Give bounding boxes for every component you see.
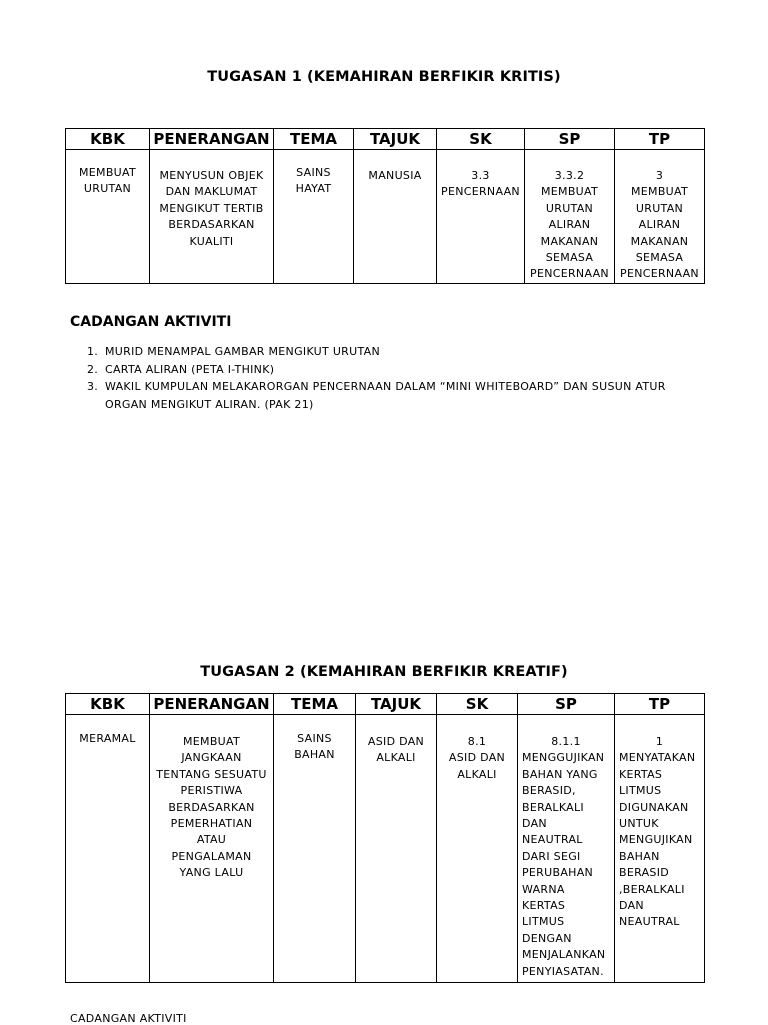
header-tajuk: TAJUK [354,129,437,150]
task2-sp-number: 8.1.1 [551,735,581,748]
header-penerangan: PENERANGAN [150,129,274,150]
list-text: CARTA ALIRAN (PETA I-THINK) [105,362,275,376]
cadangan2-heading: CADANGAN AKTIVITI [70,1012,187,1025]
list-number: 1. [87,345,99,358]
header-kbk: KBK [66,694,150,715]
list-item [70,343,680,361]
task1-tp: 3 MEMBUAT URUTAN ALIRAN MAKANAN SEMASA PENCERNAAN [620,169,699,281]
header-sp: SP [525,129,615,150]
list-text: MURID MENAMPAL GAMBAR MENGIKUT URUTAN [105,345,380,358]
task2-tp-number: 1 [655,735,664,748]
task2-header-row [66,694,705,715]
task2-table [65,693,705,983]
cadangan1-list [70,343,680,413]
header-sk: SK [437,129,525,150]
list-item [70,378,680,413]
task2-sk: 8.1 ASID DAN ALKALI [448,735,506,781]
task2-tp: MENYATAKAN KERTAS LITMUS DIGUNAKAN UNTUK MENGUJIKAN BAHAN BERASID ,BERALKALI DAN NEAUTRAL [619,751,696,929]
task1-header-row [66,129,705,150]
task2-data-row [66,715,705,983]
list-text: WAKIL KUMPULAN MELAKARORGAN PENCERNAAN DALAM “MINI WHITEBOARD” DAN SUSUN ATUR ORGAN MENGIKUT ALIRAN. (PAK 21) [105,380,666,411]
list-number: 2. [87,362,99,376]
cadangan1-heading: CADANGAN AKTIVITI [70,314,232,330]
task1-tajuk: MANUSIA [368,169,422,182]
task1-tema: SAINS HAYAT [295,166,332,196]
header-tp: TP [615,129,705,150]
header-tema: TEMA [274,129,354,150]
header-penerangan: PENERANGAN [150,694,274,715]
header-tema: TEMA [274,694,356,715]
header-sk: SK [437,694,518,715]
header-sp: SP [518,694,615,715]
task2-sp: MENGGUJIKAN BAHAN YANG BERASID, BERALKALI DAN NEAUTRAL DARI SEGI PERUBAHAN WARNA KERTAS LITMUS DENGAN MENJALANKAN PENYIASATAN. [522,751,606,978]
list-item [70,361,680,379]
task2-title: TUGASAN 2 (KEMAHIRAN BERFIKIR KREATIF) [200,664,568,680]
task2-kbk: MERAMAL [79,732,136,745]
task1-penerangan: MENYUSUN OBJEK DAN MAKLUMAT MENGIKUT TERTIB BERDASARKAN KUALITI [159,169,264,248]
task1-title: TUGASAN 1 (KEMAHIRAN BERFIKIR KRITIS) [207,69,561,85]
header-tp: TP [615,694,705,715]
task1-data-row [66,150,705,284]
task2-penerangan: MEMBUAT JANGKAAN TENTANG SESUATU PERISTIWA BERDASARKAN PEMERHATIAN ATAU PENGALAMAN YANG LALU [156,735,267,880]
header-tajuk: TAJUK [356,694,437,715]
header-kbk: KBK [66,129,150,150]
list-number: 3. [87,380,99,393]
task2-tajuk: ASID DAN ALKALI [367,735,425,765]
task2-tema: SAINS BAHAN [294,732,335,762]
task1-kbk: MEMBUAT URUTAN [78,166,137,196]
task1-table [65,128,705,284]
task1-sk: 3.3 PENCERNAAN [441,169,520,199]
task1-sp: 3.3.2 MEMBUAT URUTAN ALIRAN MAKANAN SEMASA PENCERNAAN [530,169,609,281]
